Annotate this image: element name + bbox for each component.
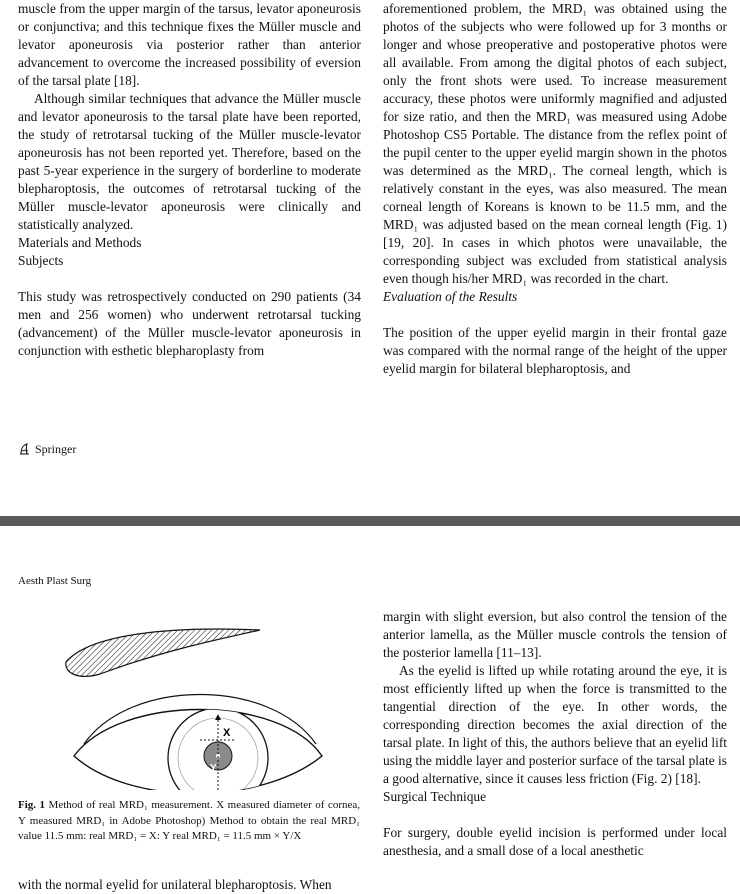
body-paragraph: with the normal eyelid for unilateral blepharoptosis. When: [18, 877, 332, 892]
eyebrow-shape: [66, 629, 260, 676]
body-paragraph: aforementioned problem, the MRD₁ was obtained using the photos of the subjects who were followed up for 3 months or longer and whose preoperative and postoperative photos were all available. From among the digital photos of each subject, only the front shots were used. To increase measurement accuracy, these photos were uniformly magnified and adjusted for size ratio, and then the MRD₁ was measured using Adobe Photoshop CS5 Portable. The distance from the reflex point of the pupil center to the upper eyelid margin shown in the photos was determined as the MRD₁. The corneal length, which is relatively constant in the eyes, was also measured. The mean corneal length of Koreans is known to be 11.5 mm, and the MRD₁ was adjusted based on the mean corneal length (Fig. 1) [19, 20]. In cases in which photos were unavailable, the corresponding subject was excluded from statistical analysis even though his/her MRD₁ was recorded in the chart.: [383, 1, 727, 286]
surgical-paragraph: For surgery, double eyelid incision is performed under local anesthesia, and a small dose of a local anesthetic: [383, 825, 727, 858]
section-heading-methods: Materials and Methods: [18, 235, 142, 250]
body-paragraph: As the eyelid is lifted up while rotating around the eye, it is most efficiently lifted up when the force is transmitted to the tangential direction of the eye. In other words, the corresponding direction becomes the axial direction of the tarsal plate. In light of this, the authors believe that an eyelid lift using the middle layer and posterior surface of the tarsal plate is a good alternative, since it causes less friction (Fig. 2) [18].: [383, 663, 727, 786]
subjects-paragraph: This study was retrospectively conducted on 290 patients (34 men and 256 women) who underwent retrotarsal tucking (advancement) of the Müller muscle-levator aponeurosis in conjunction with esthetic blepharoplasty from: [18, 289, 361, 358]
body-paragraph: Although similar techniques that advance the Müller muscle and levator aponeurosis to the tarsal plate have been reported, the study of retrotarsal tucking of the Müller muscle-levator aponeurosis has not been reported yet. Therefore, based on the past 5-year experience in the surgery of borderline to moderate blepharoptosis, the outcomes of retrotarsal tucking of the Müller muscle-levator aponeurosis were clinically and statistically analyzed.: [18, 91, 361, 232]
figure-label-x: X: [223, 727, 231, 739]
body-paragraph: margin with slight eversion, but also control the tension of the anterior lamella, as the Müller muscle controls the tension of the posterior lamella [11–13].: [383, 609, 727, 660]
figure-1-eye-diagram: [60, 606, 330, 790]
caption-text: Method of real MRD₁ measurement. X measured diameter of cornea, Y measured MRD₁ in Adobe Photoshop) Method to obtain the real MRD₁ value 11.5 mm: real MRD₁ = X: Y real MRD₁ = 11.5 mm × Y/X: [18, 799, 361, 842]
left-column: [18, 0, 361, 360]
page-two: [0, 526, 740, 894]
right-column: [383, 0, 727, 378]
springer-logo-icon: [18, 442, 31, 456]
page-divider: [0, 516, 740, 526]
subsection-heading-evaluation: Evaluation of the Results: [383, 289, 518, 304]
section-heading-surgical: Surgical Technique: [383, 789, 487, 804]
figure-caption: [18, 798, 360, 845]
publisher-footer: [18, 440, 76, 458]
subsection-heading-subjects: Subjects: [18, 253, 64, 268]
publisher-name: Springer: [35, 442, 77, 456]
caption-label: Fig. 1: [18, 799, 46, 811]
right-column: [383, 608, 727, 860]
figure-label-y: Y: [210, 763, 217, 774]
journal-header: Aesth Plast Surg: [18, 575, 92, 587]
evaluation-paragraph: The position of the upper eyelid margin in their frontal gaze was compared with the normal range of the height of the upper eyelid margin for bilateral blepharoptosis, and: [383, 325, 727, 376]
bottom-left-text: [18, 876, 361, 894]
body-paragraph: muscle from the upper margin of the tarsus, levator aponeurosis or conjunctiva; and this technique fixes the Müller muscle and levator aponeurosis via posterior rather than anterior advancement to overcome the increased possibility of eversion of the tarsal plate [18].: [18, 1, 361, 88]
